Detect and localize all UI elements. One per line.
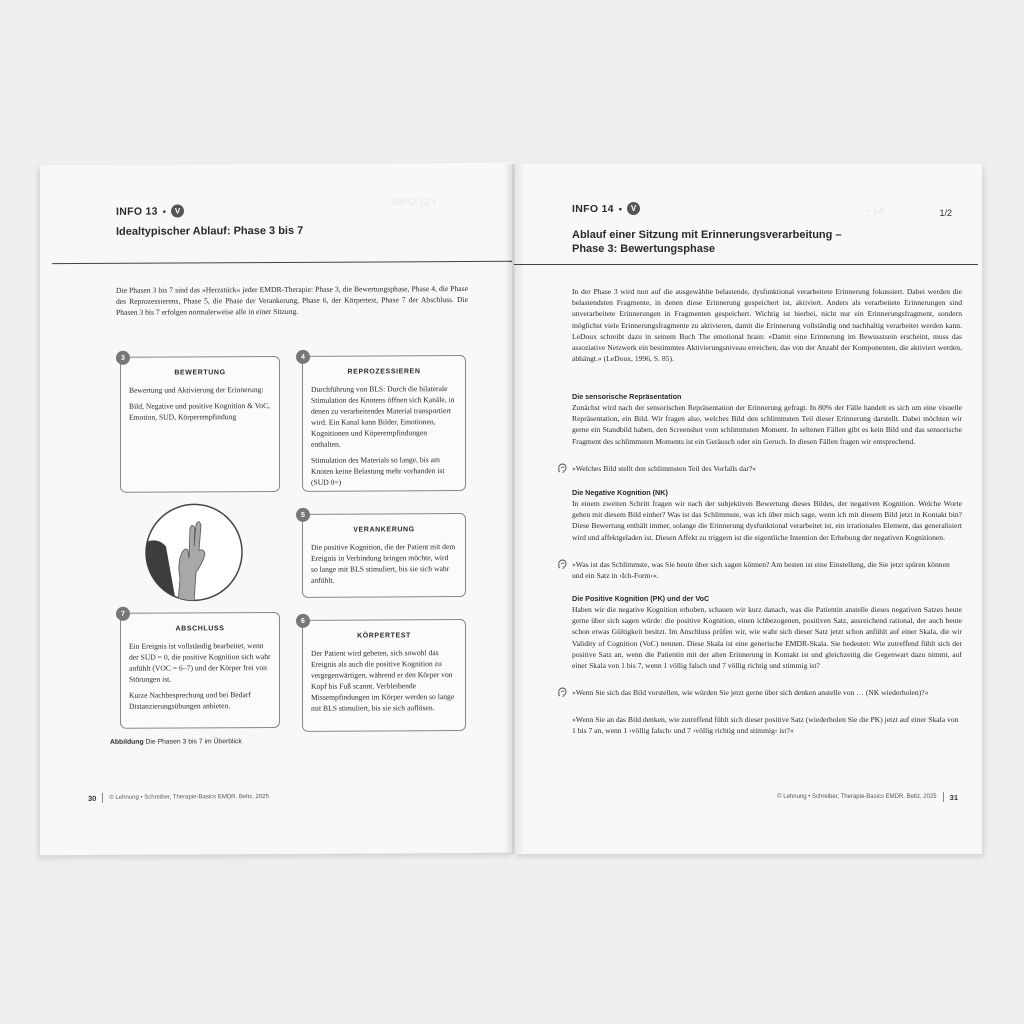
- phase-text: Stimulation des Materials so lange, bis am Knoten keine Belastung mehr vorhanden ist (SUD 0=): [311, 455, 445, 487]
- info-label: INFO 14 • V: [572, 202, 640, 215]
- footer-copyright: © Lehnung • Schreiber, Therapie-Basics EMDR. Beltz, 2025: [109, 794, 269, 801]
- phase-box-verankerung: [302, 513, 466, 598]
- therapist-quote: »Wenn Sie sich das Bild vorstellen, wie würden Sie jetzt gerne über sich denken anstelle von … (NK wiederholen)?«: [572, 688, 929, 697]
- phase-text: Durchführung von BLS: Durch die bilaterale Stimulation des Knotens öffnen sich Kanäle, in denen zu verarbeitendes Material transportiert wird. Ein Kanal kann Bilder, Emotionen, Kognitionen und Köperempfindungen enthalten.: [311, 384, 455, 449]
- title-divider: [52, 261, 512, 264]
- page-title: Idealtypischer Ablauf: Phase 3 bis 7: [116, 224, 304, 238]
- intro-paragraph: In der Phase 3 wird nun auf die ausgewählte belastende, dysfunktional verarbeitete Erinnerung fokussiert. Dabei werden die belastendsten Fragmente, in denen diese Erinnerung gespeichert ist, aktiviert. Anders als verarbeitete Erinnerungen sind unverarbeitete Erinnerungen in Fragmenten gespeichert. Wichtig ist hierbei, nicht nur ein Erinnerungsfragment, sondern möglichst viele Erinnerungsfragmente zu aktivieren, damit die Erinnerung vollständig und nachhaltig verarbeitet werden kann. LeDoux schreibt dazu in seinem Buch The emotional brain: »Damit eine Erinnerung im Bewusstsein erscheint, muss das assoziative Netzwerk ein bestimmtes Aktivierungsniveau erreichen, das von der Anzahl der Komponenten, die aktiviert werden, abhängt.« (LeDoux, 1996, S. 85).: [572, 287, 962, 364]
- phase-box-reprozessieren: [302, 355, 466, 492]
- therapist-quote: »Welches Bild stellt den schlimmsten Teil des Vorfalls dar?«: [572, 464, 757, 473]
- section-heading: Die Positive Kognition (PK) und der VoC: [572, 594, 710, 603]
- phase-title: VERANKERUNG: [353, 526, 415, 534]
- phase-box-koerpertest: [302, 619, 466, 732]
- phase-box-bewertung: [120, 356, 280, 493]
- book-gutter: [504, 164, 524, 854]
- therapist-quote: »Wenn Sie an das Bild denken, wie zutreffend fühlt sich dieser positive Satz (wiederholen Sie die PK) jetzt auf einer Skala von 1 bis 7 an, wenn 1 ›völlig falsch‹ und 7 ›völlig richtig und stimmig‹ ist?«: [572, 715, 959, 736]
- page-of-indicator: 1/2: [939, 208, 952, 218]
- title-line: Ablauf einer Sitzung mit Erinnerungsverarbeitung –: [572, 229, 842, 241]
- ear-icon: [556, 462, 568, 474]
- info-number: INFO 14: [572, 202, 614, 215]
- title-line: Phase 3: Bewertungsphase: [572, 243, 716, 255]
- phase-text: Die positive Kognition, die der Patient mit dem Ereignis in Verbindung bringen möchte, wird so lange mit BLS stimuliert, bis sie sich wahr anfühlt.: [311, 542, 456, 585]
- caption-text: Die Phasen 3 bis 7 im Überblick: [145, 738, 242, 746]
- phase-text: Bewertung und Aktivierung der Erinnerung:: [129, 385, 264, 395]
- page-title: [572, 228, 842, 256]
- section-body: Haben wir die negative Kognition erhoben, schauen wir kurz danach, was die Patientin anstelle dieses negativen Satzes heute gerne über sich sagen würde: die positive Kognition, einen ichbezogenen, positiven Satz, ausreichend rational, der auch heute schon etwas Gültigkeit besitzt. Im Anschluss prüfen wir, wie wahr sich dieser Satz jetzt schon anfühlt auf einer Skala, die wir Validity of Cognition (VoC) nennen. Diese Skala ist eine generische EMDR-Skala. Sie bedeutet: Wie zutreffend fühlt sich der positive Satz an, wenn die Patientin mit der alten Erinnerung in Kontakt ist und gleichzeitig die Gegenwart dazu nimmt, auf einer Skala von 1 bis 7, wenn 1 völlig falsch und 7 völlig richtig und stimmig ist?: [572, 605, 962, 671]
- phase-number-badge: 7: [116, 607, 130, 621]
- phase-title: ABSCHLUSS: [175, 625, 225, 633]
- page-footer: [777, 792, 958, 802]
- title-divider: [514, 264, 978, 265]
- therapist-quote: »Was ist das Schlimmste, was Sie heute über sich sagen können? Am besten ist eine Einstellung, die Sie jetzt spüren können und ein Satz in ›Ich-Form‹«.: [572, 560, 950, 581]
- phase-title: REPROZESSIEREN: [347, 368, 421, 376]
- left-page: INFO 12 • INFO 13 • V Idealtypischer Ablauf: Phase 3 bis 7 Die Phasen 3 bis 7 sind das »Herzstück« jeder EMDR-Therapie: Phase 3, die Bewertungsphase, Phase 4, die Phase des Reprozessierens, Phase 5, die Phase der Verankerung, Phase 6, der Körpertest, Phase 7 der Abschluss. Die Phasen 3 bis 7 erfolgen normalerweise alle in einer Sitzung. BEWERTUNG Bewertung und Aktivierung der Erinnerung: Bild, Negative und positive Kognition & VoC, Emotion, SUD, Körperempfindung 3 REPROZESSIEREN Durchführung von BLS: Durch die bilaterale Stimulation des Knotens öffnen sich Kanäle, in denen zu verarbeitendes Material transportiert wird. Ein Kanal kann Bilder, Emotionen, Kognitionen und Köperempfindungen enthalten. Stimulation des Materials so lange, bis am Knoten keine Belastung mehr vorhanden ist (SUD 0=) 4 VERANKERUNG Die positive Kognition, die der Patient mit dem Ereignis in Verbindung bringen möchte, wird so lange mit BLS stimuliert, bis sie sich wahr anfühlt. 5 ABSCHLUSS Ein Ereignis ist vollständig bearbeitet, wenn der SUD = 0, die positive Kognition sich wahr anfühlt (VOC = 6–7) und der Körper frei von Störungen ist. Kurze Nachbesprechung und bei Bedarf Distanzierungsübungen anbieten. 7 KÖRPERTEST Der Patient wird gebeten, sich sowohl das Ereignis als auch die positive Kognition zu vergegenwärtigen, während er den Körper von Kopf bis Fuß scannt. Verbleibende Missempfindungen im Körper werden so lange mit BLS stimuliert, bis sie sich auflösen. 6 Abbildung Die Phasen 3 bis 7 im Überblick 30 © Lehnung • Schreiber, Therapie-Basics EMDR. Beltz, 2025: [40, 163, 512, 855]
- v-badge-icon: V: [171, 204, 184, 217]
- phase-number-badge: 5: [296, 508, 310, 522]
- section-body: In einem zweiten Schritt fragen wir nach der subjektiven Bewertung dieses Bildes, der negativen Kognition. Welche Worte gehen mit diesem Bild einher? Was ist das Schlimmste, was ich über mich sage, wenn ich mit diesem Bild jetzt in Kontakt bin? Diese Bewertung enthält immer, solange die Erinnerung dysfunktional verarbeitet ist, ein irrationales Element, das generalisiert wird und affektgeladen ist. Diesen Affekt zu triggern ist die eigentliche Intention der Erhebung der negativen Kognitionen.: [572, 499, 962, 542]
- page-number: 30: [88, 793, 97, 803]
- book-spread: [38, 164, 984, 854]
- section-heading: Die Negative Kognition (NK): [572, 488, 668, 497]
- phase-number-badge: 3: [116, 351, 130, 365]
- phase-text: Kurze Nachbesprechung und bei Bedarf Distanzierungsübungen anbieten.: [129, 690, 251, 711]
- page-footer: [88, 792, 269, 803]
- phase-number-badge: 6: [296, 614, 310, 628]
- v-badge-icon: V: [627, 202, 640, 215]
- page-number: 31: [949, 792, 958, 802]
- phase-text: Bild, Negative und positive Kognition & VoC, Emotion, SUD, Körperempfindung: [129, 401, 271, 422]
- section-heading: Die sensorische Repräsentation: [572, 392, 682, 401]
- intro-paragraph: Die Phasen 3 bis 7 sind das »Herzstück« jeder EMDR-Therapie: Phase 3, die Bewertungsphase, Phase 4, die Phase des Reprozessierens, Phase 5, die Phase der Verankerung, Phase 6, der Körpertest, Phase 7 der Abschluss. Die Phasen 3 bis 7 erfolgen normalerweise alle in einer Sitzung.: [116, 283, 468, 318]
- phase-title: BEWERTUNG: [174, 369, 226, 377]
- hand-raised-fingers-icon: [144, 502, 244, 603]
- footer-divider: [943, 792, 944, 802]
- ear-icon: [556, 686, 568, 698]
- phase-number-badge: 4: [296, 350, 310, 364]
- phase-text: Ein Ereignis ist vollständig bearbeitet, wenn der SUD = 0, die positive Kognition sich wahr anfühlt (VOC = 6–7) und der Körper frei von Störungen ist.: [129, 641, 271, 684]
- footer-copyright: © Lehnung • Schreiber, Therapie-Basics EMDR. Beltz, 2025: [777, 794, 937, 800]
- phase-title: KÖRPERTEST: [357, 632, 411, 640]
- info-number: INFO 13: [116, 205, 158, 218]
- ear-icon: [556, 558, 568, 570]
- caption-label: Abbildung: [110, 738, 144, 746]
- section-body: Zunächst wird nach der sensorischen Repräsentation der Erinnerung gefragt. In 80% der Fälle handelt es sich um eine visuelle Repräsentation, ein Bild. Wir fragen also, welches Bild den schlimmsten Teil dieser Erinnerung darstellt. Dabei möchten wir gerne ein Standbild haben, den Screenshot vom schlimmsten Moment. In seltenen Fällen gibt es kein Bild und das sensorische Fragment des schlimmsten Moments ist ein Geräusch oder ein Geruch. In diesen Fällen fragen wir entsprechend.: [572, 403, 962, 446]
- right-page: • 14 INFO 14 • V 1/2 Ablauf einer Sitzung mit Erinnerungsverarbeitung – Phase 3: Bewertungsphase In der Phase 3 wird nun auf die ausgewählte belastende, dysfunktional verarbeitete Erinnerung fokussiert. Dabei werden die belastendsten Fragmente, in denen diese Erinnerung gespeichert ist, aktiviert. Anders als verarbeitete Erinnerungen sind unverarbeitete Erinnerungen in Fragmenten gespeichert. Wichtig ist hierbei, nicht nur ein Erinnerungsfragment, sondern möglichst viele Erinnerungsfragmente zu aktivieren, damit die Erinnerung vollständig und nachhaltig verarbeitet werden kann. LeDoux schreibt dazu in seinem Buch The emotional brain: »Damit eine Erinnerung im Bewusstsein erscheint, muss das assoziative Netzwerk ein bestimmtes Aktivierungsniveau erreichen, das von der Anzahl der Komponenten, die aktiviert werden, abhängt.« (LeDoux, 1996, S. 85). Die sensorische Repräsentation Zunächst wird nach der sensorischen Repräsentation der Erinnerung gefragt. In 80% der Fälle handelt es sich um eine visuelle Repräsentation, ein Bild. Wir fragen also, welches Bild den schlimmsten Teil dieser Erinnerung darstellt. Dabei möchten wir gerne ein Standbild haben, den Screenshot vom schlimmsten Moment. In seltenen Fällen gibt es kein Bild und das sensorische Fragment des schlimmsten Moments ist ein Geräusch oder ein Geruch. In diesen Fällen fragen wir entsprechend. »Welches Bild stellt den schlimmsten Teil des Vorfalls dar?« Die Negative Kognition (NK) In einem zweiten Schritt fragen wir nach der subjektiven Bewertung dieses Bildes, der negativen Kognition. Welche Worte gehen mit diesem Bild einher? Was ist das Schlimmste, was ich über mich sage, wenn ich mit diesem Bild jetzt in Kontakt bin? Diese Bewertung enthält immer, solange die Erinnerung dysfunktional verarbeitet ist, ein irrationales Element, das generalisiert wird und affektgeladen ist. Diesen Affekt zu triggern ist die eigentliche Intention der Erhebung der negativen Kognitionen. »Was ist das Schlimmste, was Sie heute über sich sagen können? Am besten ist eine Einstellung, die Sie jetzt spüren können und ein Satz in ›Ich-Form‹«. Die Positive Kognition (PK) und der VoC Haben wir die negative Kognition erhoben, schauen wir kurz danach, was die Patientin anstelle dieses negativen Satzes heute gerne über sich sagen würde: die positive Kognition, einen ichbezogenen, positiven Satz, ausreichend rational, der auch heute schon etwas Gültigkeit besitzt. Im Anschluss prüfen wir, wie wahr sich dieser Satz jetzt schon anfühlt auf einer Skala, die wir Validity of Cognition (VoC) nennen. Diese Skala ist eine generische EMDR-Skala. Sie bedeutet: Wie zutreffend fühlt sich der positive Satz an, wenn die Patientin mit der alten Erinnerung in Kontakt ist und gleichzeitig die Gegenwart dazu nimmt, auf einer Skala von 1 bis 7, wenn 1 völlig falsch und 7 völlig richtig und stimmig ist? »Wenn Sie sich das Bild vorstellen, wie würden Sie jetzt gerne über sich denken anstelle von … (NK wiederholen)?« »Wenn Sie an das Bild denken, wie zutreffend fühlt sich dieser positive Satz (wiederholen Sie die PK) jetzt auf einer Skala von 1 bis 7 an, wenn 1 ›völlig falsch‹ und 7 ›völlig richtig und stimmig‹ ist?« © Lehnung • Schreiber, Therapie-Basics EMDR. Beltz, 2025 31: [514, 164, 982, 854]
- phase-text: Der Patient wird gebeten, sich sowohl das Ereignis als auch die positive Kognition zu vergegenwärtigen, während er den Körper von Kopf bis Fuß scannt. Verbleibende Missempfindungen im Körper werden so lange mit BLS stimuliert, bis sie sich auflösen.: [311, 648, 455, 713]
- footer-divider: [102, 793, 103, 803]
- info-label: INFO 13 • V: [116, 204, 184, 217]
- figure-caption: [110, 738, 242, 746]
- phase-box-abschluss: [120, 612, 280, 729]
